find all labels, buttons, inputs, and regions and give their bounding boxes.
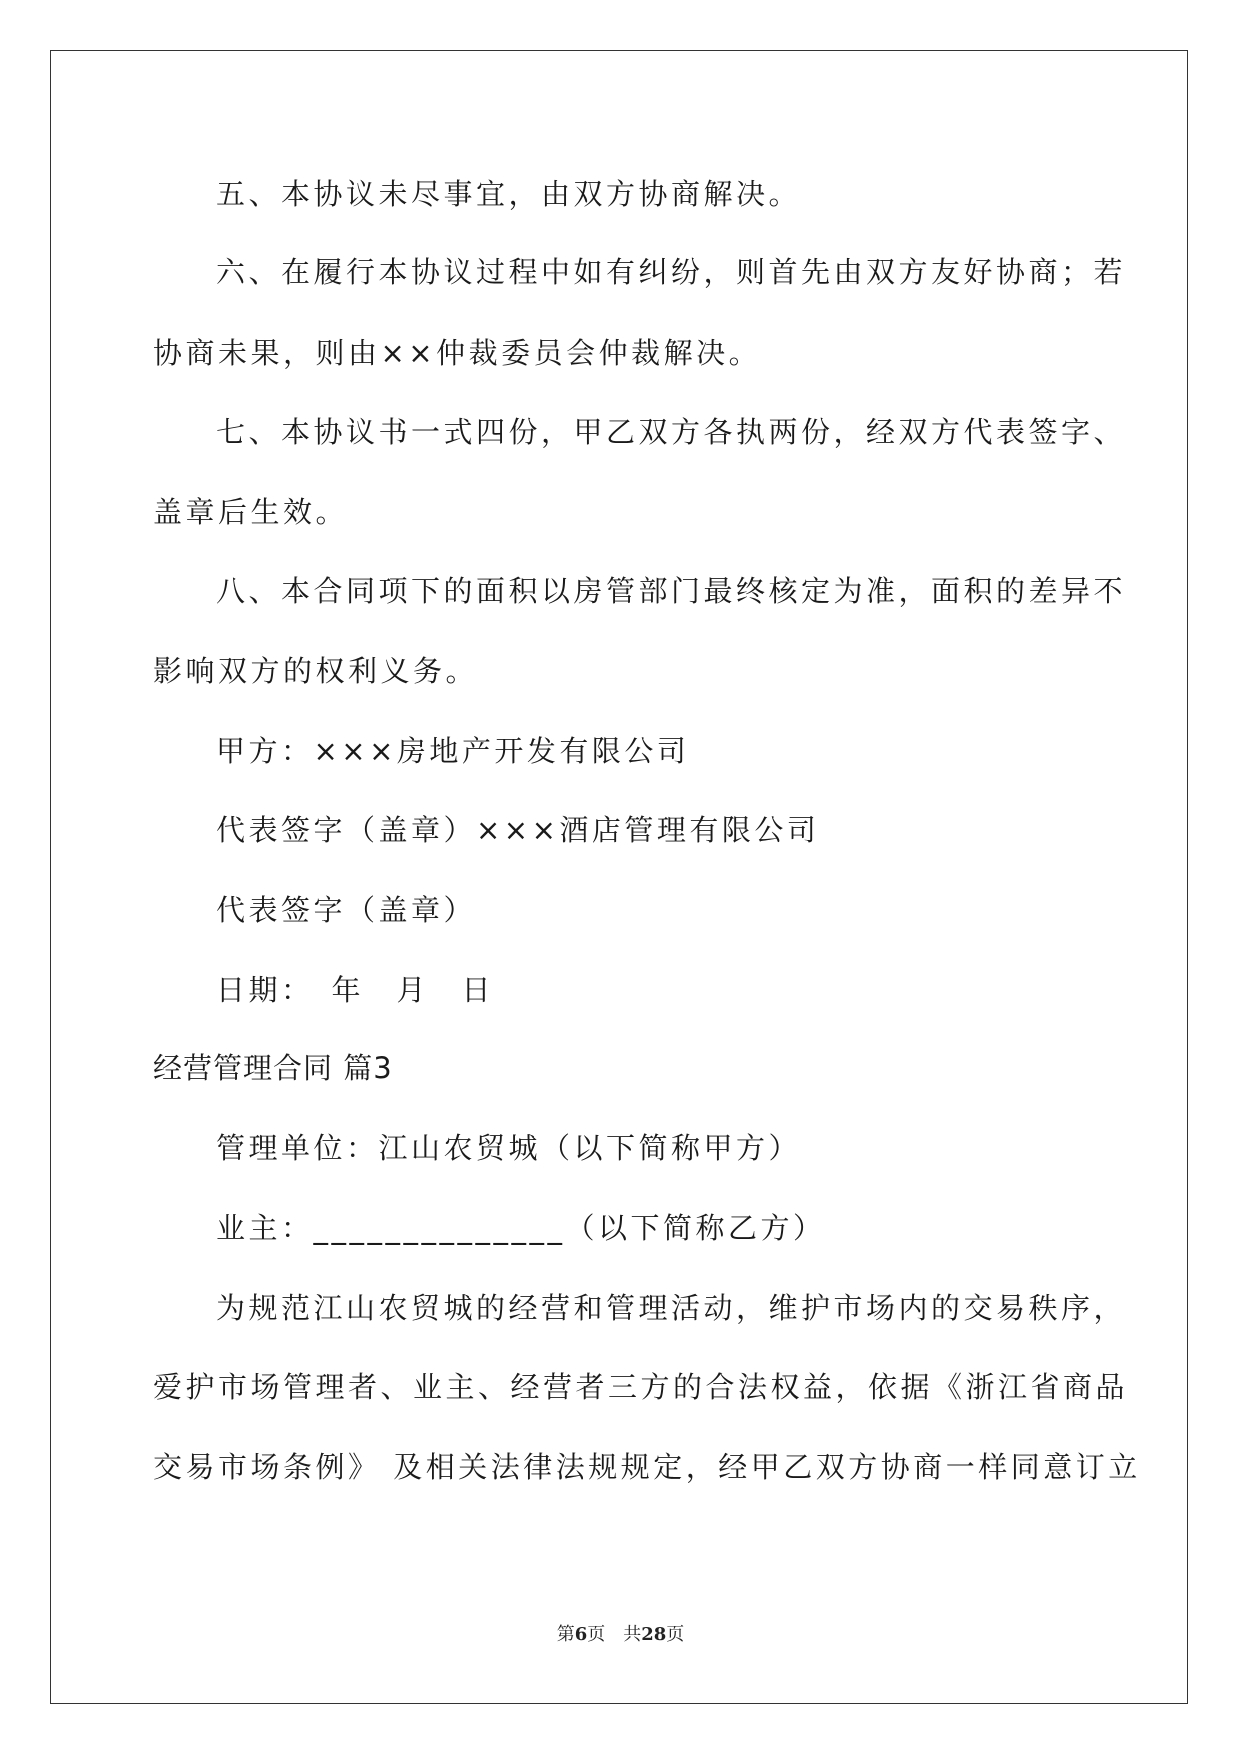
party-a-line: 甲方：×××房地产开发有限公司 — [216, 734, 690, 768]
footer-total-unit: 页 — [666, 1624, 685, 1645]
preamble-line-3: 交易市场条例》 及相关法律法规规定，经甲乙双方协商一样同意订立 — [153, 1450, 1141, 1484]
paragraph-clause-8-line-2: 影响双方的权利义务。 — [153, 654, 479, 688]
preamble-line-1: 为规范江山农贸城的经营和管理活动，维护市场内的交易秩序， — [216, 1291, 1127, 1325]
owner-line: 业主：______________（以下简称乙方） — [216, 1211, 826, 1245]
footer-total-pages: 28 — [641, 1624, 667, 1645]
paragraph-clause-7-line-1: 七、本协议书一式四份，甲乙双方各执两份，经双方代表签字、 — [216, 415, 1127, 449]
footer-page-unit: 页 — [587, 1624, 606, 1645]
management-unit-line: 管理单位：江山农贸城（以下简称甲方） — [216, 1131, 802, 1165]
section-heading: 经营管理合同 篇3 — [153, 1051, 393, 1085]
paragraph-clause-6-line-1: 六、在履行本协议过程中如有纠纷，则首先由双方友好协商；若 — [216, 255, 1127, 289]
footer-page-prefix: 第 — [556, 1624, 575, 1645]
signature-line-party-b: 代表签字（盖章）×××酒店管理有限公司 — [216, 813, 820, 847]
paragraph-clause-5: 五、本协议未尽事宜，由双方协商解决。 — [216, 177, 802, 211]
page-footer — [0, 1624, 1241, 1646]
signature-line: 代表签字（盖章） — [216, 893, 477, 927]
footer-page-number: 6 — [574, 1624, 588, 1645]
date-line: 日期： 年 月 日 — [216, 973, 495, 1007]
paragraph-clause-7-line-2: 盖章后生效。 — [153, 495, 349, 529]
footer-total-prefix: 共 — [623, 1624, 642, 1645]
preamble-line-2: 爱护市场管理者、业主、经营者三方的合法权益，依据《浙江省商品 — [153, 1370, 1129, 1404]
paragraph-clause-6-line-2: 协商未果，则由××仲裁委员会仲裁解决。 — [153, 336, 762, 370]
paragraph-clause-8-line-1: 八、本合同项下的面积以房管部门最终核定为准，面积的差异不 — [216, 574, 1127, 608]
